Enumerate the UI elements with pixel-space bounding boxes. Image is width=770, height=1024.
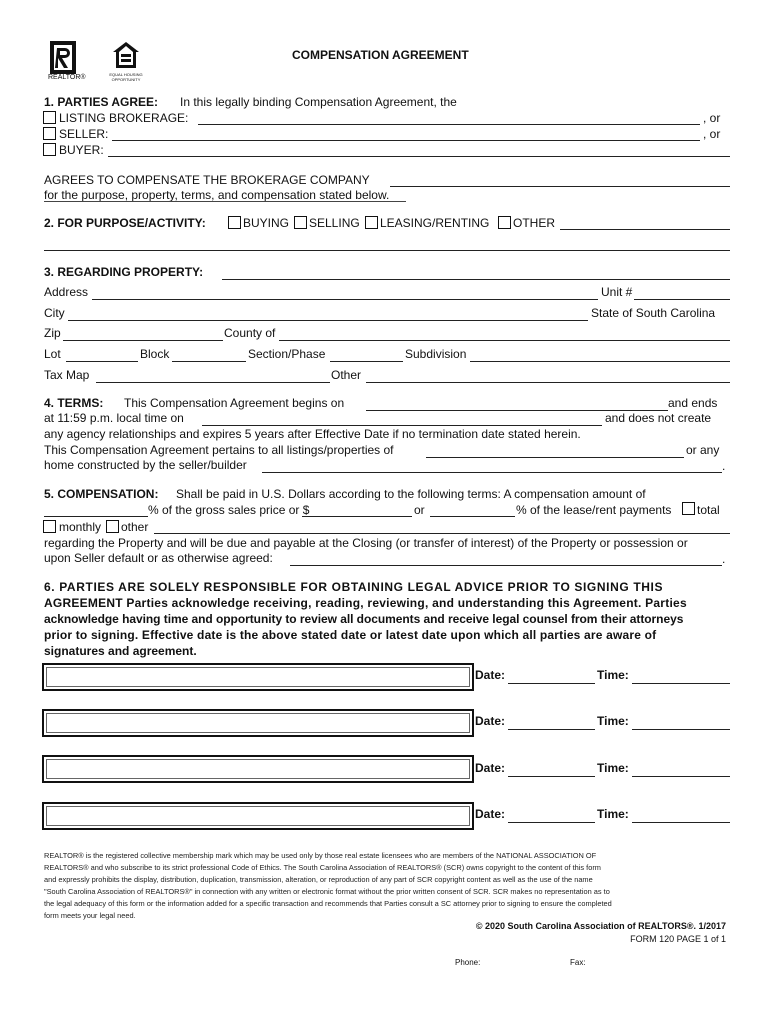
fine-print-5: the legal adequacy of this form or the information added for a specific transaction and recommends that Parties consult a SC attorney prior to signing to ensure the completed: [44, 899, 612, 908]
or-any-text: or any: [686, 443, 720, 457]
unit-field[interactable]: [634, 299, 730, 300]
percent-gross-field[interactable]: [44, 516, 148, 517]
signature-box-1[interactable]: [42, 663, 474, 691]
monthly-label: monthly: [59, 520, 102, 534]
section6-line2: AGREEMENT Parties acknowledge receiving, reading, reviewing, and understanding this Agreement. Parties: [44, 596, 687, 610]
realtor-logo-text: REALTOR®: [48, 74, 86, 81]
time-field-2[interactable]: [632, 729, 730, 730]
total-label: total: [697, 503, 720, 517]
buyer-label: BUYER:: [59, 143, 104, 157]
time-label-1: Time:: [597, 668, 629, 682]
comp-text-1: Shall be paid in U.S. Dollars according to the following terms: A compensation amount of: [176, 487, 646, 501]
time-field-3[interactable]: [632, 776, 730, 777]
section3-heading: 3. REGARDING PROPERTY:: [44, 265, 204, 279]
time-label-3: Time:: [597, 761, 629, 775]
purpose-underline: [44, 201, 406, 202]
signature-box-3[interactable]: [42, 755, 474, 783]
seller-label: SELLER:: [59, 127, 109, 141]
date-field-1[interactable]: [508, 683, 595, 684]
county-label: County of: [224, 326, 276, 340]
monthly-checkbox[interactable]: [43, 520, 56, 533]
date-field-4[interactable]: [508, 822, 595, 823]
date-field-3[interactable]: [508, 776, 595, 777]
section6-line3: acknowledge having time and opportunity to review all documents and receive legal counsel from their attorneys: [44, 612, 684, 626]
block-field[interactable]: [172, 361, 246, 362]
address-label: Address: [44, 285, 89, 299]
selling-checkbox[interactable]: [294, 216, 307, 229]
listing-brokerage-label: LISTING BROKERAGE:: [59, 111, 189, 125]
agrees-text: AGREES TO COMPENSATE THE BROKERAGE COMPANY: [44, 173, 370, 187]
equal-housing-text: EQUAL HOUSING OPPORTUNITY: [109, 72, 143, 82]
period-4: .: [722, 459, 726, 473]
property-field[interactable]: [222, 279, 730, 280]
fine-print-3: and expressly prohibits the display, distribution, duplication, transmission, alteration, or reproduction of any part of SCR copyright content as well as the use of the name: [44, 875, 593, 884]
state-label: State of South Carolina: [591, 306, 716, 320]
purpose-line: for the purpose, property, terms, and compensation stated below.: [44, 188, 390, 202]
page-title: COMPENSATION AGREEMENT: [292, 48, 469, 62]
buying-checkbox[interactable]: [228, 216, 241, 229]
realtor-r-icon: [48, 40, 88, 76]
subdivision-field[interactable]: [470, 361, 730, 362]
does-not-text: and does not create: [605, 411, 712, 425]
and-ends-text: and ends: [668, 396, 718, 410]
section6-line1: 6. PARTIES ARE SOLELY RESPONSIBLE FOR OBTAINING LEGAL ADVICE PRIOR TO SIGNING THIS: [44, 580, 664, 594]
signature-box-2[interactable]: [42, 709, 474, 737]
copyright-text: © 2020 South Carolina Association of REALTORS®. 1/2017: [475, 921, 726, 931]
other-purpose-checkbox[interactable]: [498, 216, 511, 229]
gross-text: % of the gross sales price or $: [148, 503, 310, 517]
date-label-4: Date:: [475, 807, 506, 821]
city-label: City: [44, 306, 65, 320]
leasing-checkbox[interactable]: [365, 216, 378, 229]
equal-housing-logo: [109, 40, 143, 84]
county-field[interactable]: [279, 340, 730, 341]
time-label-4: Time:: [597, 807, 629, 821]
time-label-2: Time:: [597, 714, 629, 728]
date-label-1: Date:: [475, 668, 506, 682]
percent-lease-field[interactable]: [430, 516, 515, 517]
pertains-text: This Compensation Agreement pertains to all listings/properties of: [44, 443, 394, 457]
other-property-label: Other: [331, 368, 362, 382]
form-number: FORM 120 PAGE 1 of 1: [630, 934, 726, 944]
agreed-field[interactable]: [290, 565, 722, 566]
end-date-field[interactable]: [202, 425, 602, 426]
home-text: home constructed by the seller/builder: [44, 458, 247, 472]
default-text: upon Seller default or as otherwise agreed:: [44, 551, 273, 565]
section5-heading: 5. COMPENSATION:: [44, 487, 159, 501]
fine-print-6: form meets your legal need.: [44, 911, 136, 920]
section1-intro: In this legally binding Compensation Agreement, the: [180, 95, 457, 109]
city-field[interactable]: [68, 320, 588, 321]
lot-field[interactable]: [66, 361, 138, 362]
lease-text: % of the lease/rent payments: [516, 503, 672, 517]
other-comp-field[interactable]: [154, 533, 730, 534]
other-comp-label: other: [121, 520, 149, 534]
purpose-extra-field[interactable]: [44, 250, 730, 251]
fine-print-2: REALTORS® and who subscribe to its strict professional Code of Ethics. The South Carolina Association of REALTORS® (SCR) owns copyright to the content of this form: [44, 863, 601, 872]
section6-line5: signatures and agreement.: [44, 644, 197, 658]
date-field-2[interactable]: [508, 729, 595, 730]
or-text: or: [414, 503, 425, 517]
total-checkbox[interactable]: [682, 502, 695, 515]
builder-field[interactable]: [262, 472, 722, 473]
section4-heading: 4. TERMS:: [44, 396, 104, 410]
brokerage-company-field[interactable]: [390, 186, 730, 187]
phone-label: Phone:: [455, 958, 481, 967]
zip-label: Zip: [44, 326, 61, 340]
begins-text: This Compensation Agreement begins on: [124, 396, 345, 410]
fax-label: Fax:: [570, 958, 586, 967]
time-field-4[interactable]: [632, 822, 730, 823]
fine-print-4: "South Carolina Association of REALTORS®" in connection with any written or electronic format without the prior written consent of SCR. SCR makes no representation as to: [44, 887, 610, 896]
date-label-2: Date:: [475, 714, 506, 728]
agency-text: any agency relationships and expires 5 years after Effective Date if no termination date stated herein.: [44, 427, 581, 441]
other-property-field[interactable]: [366, 382, 730, 383]
lot-label: Lot: [44, 347, 61, 361]
seller-checkbox[interactable]: [43, 127, 56, 140]
or-label-1: , or: [703, 111, 721, 125]
tax-map-label: Tax Map: [44, 368, 90, 382]
selling-label: SELLING: [309, 216, 360, 230]
listing-brokerage-checkbox[interactable]: [43, 111, 56, 124]
period-5: .: [722, 552, 726, 566]
signature-box-4[interactable]: [42, 802, 474, 830]
regarding-text: regarding the Property and will be due and payable at the Closing (or transfer of interest) of the Property or possession or: [44, 536, 688, 550]
seller-field[interactable]: [112, 140, 700, 141]
time-field-1[interactable]: [632, 683, 730, 684]
dollar-amount-field[interactable]: [302, 516, 412, 517]
at-time-text: at 11:59 p.m. local time on: [44, 411, 184, 425]
realtor-logo: [48, 40, 88, 84]
buyer-checkbox[interactable]: [43, 143, 56, 156]
section-phase-label: Section/Phase: [248, 347, 326, 361]
address-field[interactable]: [92, 299, 598, 300]
tax-map-field[interactable]: [96, 382, 330, 383]
subdivision-label: Subdivision: [405, 347, 467, 361]
section1-heading: 1. PARTIES AGREE:: [44, 95, 159, 109]
buyer-field[interactable]: [108, 156, 730, 157]
listing-brokerage-field[interactable]: [198, 124, 700, 125]
unit-label: Unit #: [601, 285, 633, 299]
equal-housing-icon: [112, 40, 140, 72]
block-label: Block: [140, 347, 170, 361]
other-purpose-label: OTHER: [513, 216, 555, 230]
date-label-3: Date:: [475, 761, 506, 775]
zip-field[interactable]: [63, 340, 223, 341]
buying-label: BUYING: [243, 216, 290, 230]
section-phase-field[interactable]: [330, 361, 403, 362]
section6-line4: prior to signing. Effective date is the above stated date or latest date upon which all parties are aware of: [44, 628, 657, 642]
or-label-2: , or: [703, 127, 721, 141]
other-purpose-field[interactable]: [560, 229, 730, 230]
fine-print-1: REALTOR® is the registered collective membership mark which may be used only by those real estate licensees who are members of the NATIONAL ASSOCIATION OF: [44, 851, 597, 860]
section2-heading: 2. FOR PURPOSE/ACTIVITY:: [44, 216, 206, 230]
other-comp-checkbox[interactable]: [106, 520, 119, 533]
leasing-label: LEASING/RENTING: [380, 216, 490, 230]
pertains-field[interactable]: [426, 457, 684, 458]
